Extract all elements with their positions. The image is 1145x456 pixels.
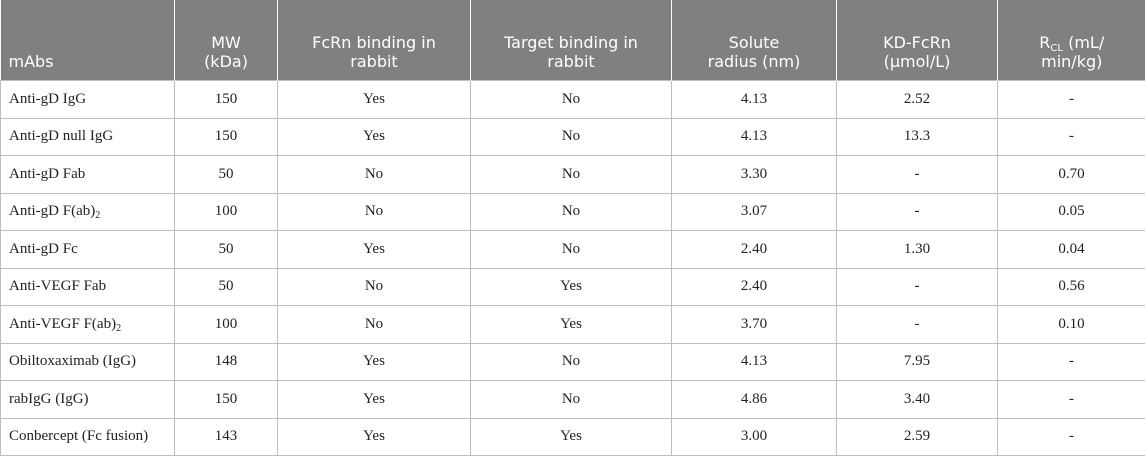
cell-kd-fcrn: 1.30 [837,231,998,269]
cell-rcl: 0.56 [998,268,1145,306]
cell-solute-radius: 2.40 [672,231,837,269]
cell-rcl: - [998,418,1145,456]
table-row [1,156,1145,194]
cell-mab-name: Anti-VEGF Fab [1,268,175,306]
cell-target-binding: No [471,81,672,119]
cell-fcrn-binding: Yes [278,418,471,456]
cell-mab-name: Anti-VEGF $F(ab)_2$ [1,306,175,344]
header-solute-radius: Solute radius (nm) [672,0,837,81]
cell-mw: 50 [175,231,278,269]
cell-mab-name: Obiltoxaximab (IgG) [1,343,175,381]
cell-kd-fcrn: - [837,193,998,231]
cell-fcrn-binding: Yes [278,343,471,381]
table-row [1,381,1145,419]
cell-mab-name: Anti-gD IgG [1,81,175,119]
table-row [1,193,1145,231]
cell-mw: 150 [175,81,278,119]
cell-solute-radius: 3.07 [672,193,837,231]
table-row [1,418,1145,456]
cell-mw: 143 [175,418,278,456]
cell-fcrn-binding: Yes [278,381,471,419]
cell-solute-radius: 2.40 [672,268,837,306]
cell-rcl: 0.04 [998,231,1145,269]
cell-kd-fcrn: 2.52 [837,81,998,119]
cell-fcrn-binding: No [278,193,471,231]
cell-target-binding: No [471,381,672,419]
cell-solute-radius: 4.13 [672,81,837,119]
header-fcrn-binding: FcRn binding in rabbit [278,0,471,81]
table-row [1,343,1145,381]
header-row [1,0,1145,81]
table-row [1,118,1145,156]
cell-solute-radius: 4.13 [672,118,837,156]
cell-solute-radius: 3.00 [672,418,837,456]
cell-solute-radius: 4.13 [672,343,837,381]
header-kd-fcrn: KD-FcRn (μmol/L) [837,0,998,81]
header-mw: MW (kDa) [175,0,278,81]
header-mabs: mAbs [1,0,175,81]
cell-mab-name: Conbercept (Fc fusion) [1,418,175,456]
cell-rcl: - [998,381,1145,419]
cell-mab-name: Anti-gD Fab [1,156,175,194]
cell-mw: 50 [175,156,278,194]
table-row [1,81,1145,119]
cell-kd-fcrn: 3.40 [837,381,998,419]
cell-kd-fcrn: - [837,268,998,306]
cell-kd-fcrn: 13.3 [837,118,998,156]
cell-fcrn-binding: Yes [278,231,471,269]
table-row [1,268,1145,306]
subscript: 2 [95,210,101,222]
cell-fcrn-binding: Yes [278,81,471,119]
cell-rcl: 0.70 [998,156,1145,194]
cell-mw: 100 [175,193,278,231]
cell-target-binding: No [471,231,672,269]
cell-mw: 148 [175,343,278,381]
cell-mw: 150 [175,118,278,156]
cell-kd-fcrn: - [837,306,998,344]
cell-kd-fcrn: - [837,156,998,194]
cell-rcl: 0.05 [998,193,1145,231]
cell-target-binding: No [471,193,672,231]
subscript: 2 [116,322,122,334]
cell-mw: 150 [175,381,278,419]
table-row [1,306,1145,344]
table-body [1,81,1145,456]
cell-fcrn-binding: No [278,156,471,194]
cell-target-binding: Yes [471,418,672,456]
cell-mw: 100 [175,306,278,344]
cell-mab-name: rabIgG (IgG) [1,381,175,419]
cell-target-binding: No [471,156,672,194]
cell-solute-radius: 4.86 [672,381,837,419]
cell-mab-name: Anti-gD Fc [1,231,175,269]
cell-kd-fcrn: 7.95 [837,343,998,381]
cell-kd-fcrn: 2.59 [837,418,998,456]
header-target-binding: Target binding in rabbit [471,0,672,81]
cell-rcl: - [998,118,1145,156]
cell-rcl: - [998,81,1145,119]
cell-rcl: 0.10 [998,306,1145,344]
cell-fcrn-binding: Yes [278,118,471,156]
cell-rcl: - [998,343,1145,381]
table-row [1,231,1145,269]
cell-solute-radius: 3.70 [672,306,837,344]
cell-target-binding: No [471,118,672,156]
cell-mab-name: Anti-gD $F(ab)_2$ [1,193,175,231]
cell-mw: 50 [175,268,278,306]
cell-target-binding: No [471,343,672,381]
cell-fcrn-binding: No [278,306,471,344]
cell-target-binding: Yes [471,268,672,306]
cell-mab-name: Anti-gD null IgG [1,118,175,156]
cell-target-binding: Yes [471,306,672,344]
header-rcl: $R_{CL}$ (mL/ min/kg) [998,0,1145,81]
cell-fcrn-binding: No [278,268,471,306]
cell-solute-radius: 3.30 [672,156,837,194]
